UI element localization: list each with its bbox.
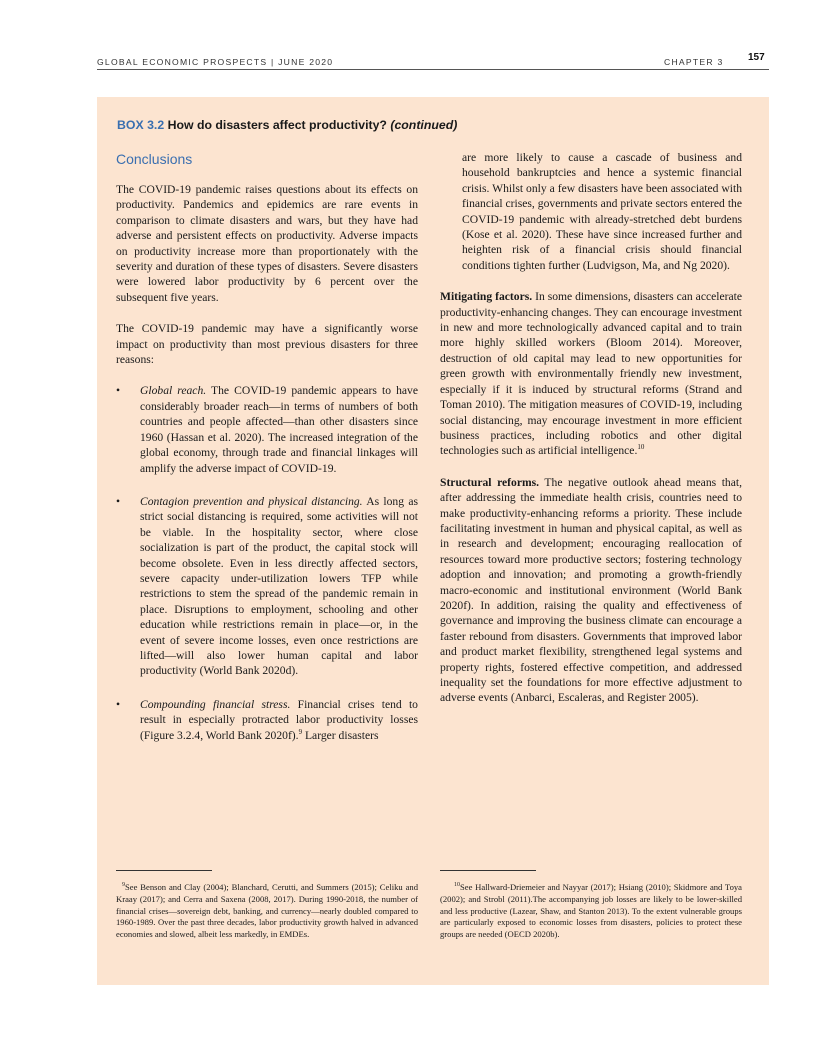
footnote-rule-left [116, 870, 212, 871]
footnote-ref-9[interactable]: 9 [298, 727, 303, 736]
page-number: 157 [748, 52, 765, 63]
bullet-text: The COVID-19 pandemic appears to have considerably broader reach—in terms of numbers of both countries and people affected—than other disasters since 1960 (Hassan et al. 2020). The increased integration of the global economy, through trade and financial linkages will amplify the adverse impact of COVID-19. [140, 384, 418, 475]
structural-reforms-paragraph [440, 475, 742, 706]
footnote-text: See Hallward-Driemeier and Nayyar (2017); Hsiang (2010); Skidmore and Toya (2002); and Strobl (2011).The accompanying job losses are likely to be lower-skilled and less productive (Lazear, Shaw, and Stanton 2013). To the extent vulnerable groups are particularly exposed to economic losses from disasters, policies to protect these groups are needed (OECD 2020b). [440, 882, 742, 940]
running-header-chapter: CHAPTER 3 [664, 57, 724, 67]
footnote-ref-10[interactable]: 10 [637, 443, 645, 452]
structural-reforms-text: The negative outlook ahead means that, after addressing the immediate health crisis, countries need to make productivity-enhancing reforms a priority. These include facilitating investment in human and physical capital, as well as in research and development; encouraging reallocation of resources toward more productive sectors; fostering technology adoption and innovation; and promoting a growth-friendly macro-economic and institutional environment (World Bank 2020f). In addition, raising the quality and effectiveness of governance and improving the business climate can encourage a faster rebound from disasters. Governments that improved labor and product market flexibility, strengthened legal systems and property rights, fostered effective competition, and addressed inequality set the foundations for more effective adjustment to adverse events (Anbarci, Escaleras, and Register 2005). [440, 475, 742, 705]
box-number: BOX 3.2 [117, 118, 165, 132]
running-header-title: GLOBAL ECONOMIC PROSPECTS | JUNE 2020 [97, 57, 334, 67]
conclusions-paragraph-1: The COVID-19 pandemic raises questions about its effects on productivity. Pandemics and epidemics are rare events in comparison to climate disasters and wars, but they have had adverse and persistent effects on productivity. Adverse impacts on productivity increase more than proportionately with the severity and duration of these types of disasters. Severe disasters were lowered labor productivity by 6 percent over the subsequent five years. [116, 183, 418, 304]
left-column [116, 150, 418, 761]
section-heading-conclusions: Conclusions [116, 151, 193, 167]
reasons-list [116, 383, 418, 743]
footnote-rule-right [440, 870, 536, 871]
continuation-paragraph: are more likely to cause a cascade of business and household bankruptcies and hence a systemic financial crisis. Whilst only a few disasters have been associated with financial crises, governments and private sectors entered the COVID-19 pandemic with already-stretched debt burdens (Kose et al. 2020). These have since increased further and heighten risk of a financial crisis should financial conditions tighten further (Ludvigson, Ma, and Ng 2020). [462, 151, 742, 272]
bullet-lead: Global reach. [140, 384, 207, 398]
bullet-text-continued: Larger disasters [302, 728, 379, 742]
bullet-text: As long as strict social distancing is required, some activities will not be viable. In the hospitality sector, where close socialization is part of the product, the capital stock will become obsolete. Even in less directly affected sectors, severe capacity under-utilization lowers TFP while restrictions to stem the spread of the pandemic remain in place. Disruptions to employment, schooling and other education while restrictions remain in place—or, in the event of severe income losses, even once restrictions are lifted—will also lower human capital and labor productivity (World Bank 2020d). [140, 494, 418, 678]
mitigating-factors-lead: Mitigating factors. [440, 290, 533, 304]
box-title-text: How do disasters affect productivity? [167, 118, 387, 132]
list-item-financial-stress [116, 697, 418, 743]
header-rule [97, 69, 769, 70]
conclusions-paragraph-2: The COVID-19 pandemic may have a significantly worse impact on productivity than most previous disasters for three reasons: [116, 322, 418, 367]
footnote-10 [440, 882, 742, 941]
bullet-lead: Contagion prevention and physical distancing. [140, 494, 363, 508]
bullet-lead: Compounding financial stress. [140, 697, 291, 711]
mitigating-factors-text: In some dimensions, disasters can accelerate productivity-enhancing changes. They can encourage investment in new and more technologically advanced capital and to train more highly skilled workers (Bloom 2014). Moreover, destruction of old capital may lead to new opportunities for green growth with environmentally friendly new investment, especially if it is induced by structural reforms (Strand and Toman 2010). The mitigation measures of COVID-19, including social distancing, may encourage investment in more efficient business practices, including robotics and other digital technologies such as artificial intelligence. [440, 290, 742, 458]
footnote-9 [116, 882, 418, 941]
footnote-number: 9 [122, 882, 125, 889]
box-continued-label: (continued) [390, 118, 458, 132]
bullet-text: Financial crises tend to result in especially protracted labor productivity losses (Figure 3.2.4, World Bank 2020f). [140, 697, 418, 742]
footnote-text: See Benson and Clay (2004); Blanchard, Cerutti, and Summers (2015); Celiku and Kraay (2017); and Cerra and Saxena (2008, 2017). During 1990-2018, the number of financial crises—sovereign debt, banking, and currency—nearly doubled compared to 1960-1989. Over the past three decades, labor productivity growth halved in advanced economies and slowed, albeit less markedly, in EMDEs. [116, 882, 418, 940]
right-column [440, 150, 742, 722]
mitigating-factors-paragraph [440, 289, 742, 458]
footnote-number: 10 [454, 882, 460, 889]
structural-reforms-lead: Structural reforms. [440, 475, 540, 489]
box-title [117, 118, 457, 132]
list-item-global-reach [116, 383, 418, 475]
list-item-contagion-prevention [116, 494, 418, 679]
